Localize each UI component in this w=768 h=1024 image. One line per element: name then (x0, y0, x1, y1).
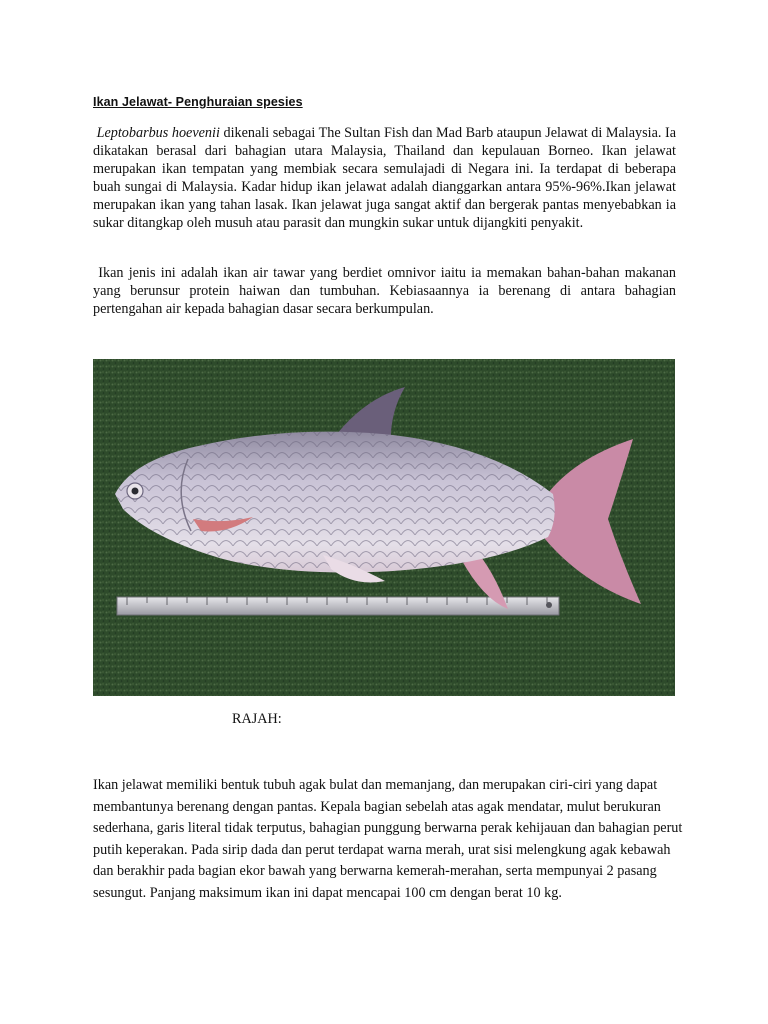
paragraph-description: Ikan jelawat memiliki bentuk tubuh agak bulat dan memanjang, dan merupakan ciri-ciri yang dapat membantunya berenang dengan pantas. Kepala bagian sebelah atas agak mendatar, mulut berukuran sederhana, garis literal tidak terputus, bahagian punggung berwarna perak kehijauan dan bahagian perut putih keperakan. Pada sirip dada dan perut terdapat warna merah, urat sisi melengkung agak kebawah dan berakhir pada bagian ekor bawah yang berwarna kemerah-merahan, serta mempunyai 2 pasang sesungut. Panjang maksimum ikan ini dapat mencapai 100 cm dengan berat 10 kg. (93, 777, 683, 901)
document-heading: Ikan Jelawat- Penghuraian spesies (93, 95, 303, 109)
species-name: Leptobarbus hoevenii (96, 125, 220, 141)
paragraph-diet-text: Ikan jenis ini adalah ikan air tawar yang berdiet omnivor iaitu ia memakan bahan-bahan makanan yang berunsur protein haiwan dan tumbuhan. Kebiasaannya ia berenang di antara bahagian pertengahan air kepada bahagian dasar secara berkumpulan. (93, 265, 677, 317)
paragraph-intro (93, 124, 676, 232)
fish-illustration (93, 359, 675, 696)
paragraph-intro-text: dikenali sebagai The Sultan Fish dan Mad Barb ataupun Jelawat di Malaysia. Ia dikatakan berasal dari bahagian utara Malaysia, Thailand dan kepulauan Borneo. Ikan jelawat merupakan ikan tempatan yang membiak secara semulajadi di Negara ini. Ia terdapat di beberapa buah sungai di Malaysia. Kadar hidup ikan jelawat adalah dianggarkan antara 95%-96%.Ikan jelawat merupakan ikan yang tahan lasak. Ikan jelawat juga sangat aktif dan bergerak pantas menyebabkan ia sukar ditangkap oleh musuh atau parasit dan mungkin sukar untuk dijangkiti penyakit. (93, 125, 677, 231)
figure-caption: RAJAH: (232, 711, 282, 727)
paragraph-diet (93, 264, 676, 318)
fish-photo (93, 359, 675, 696)
